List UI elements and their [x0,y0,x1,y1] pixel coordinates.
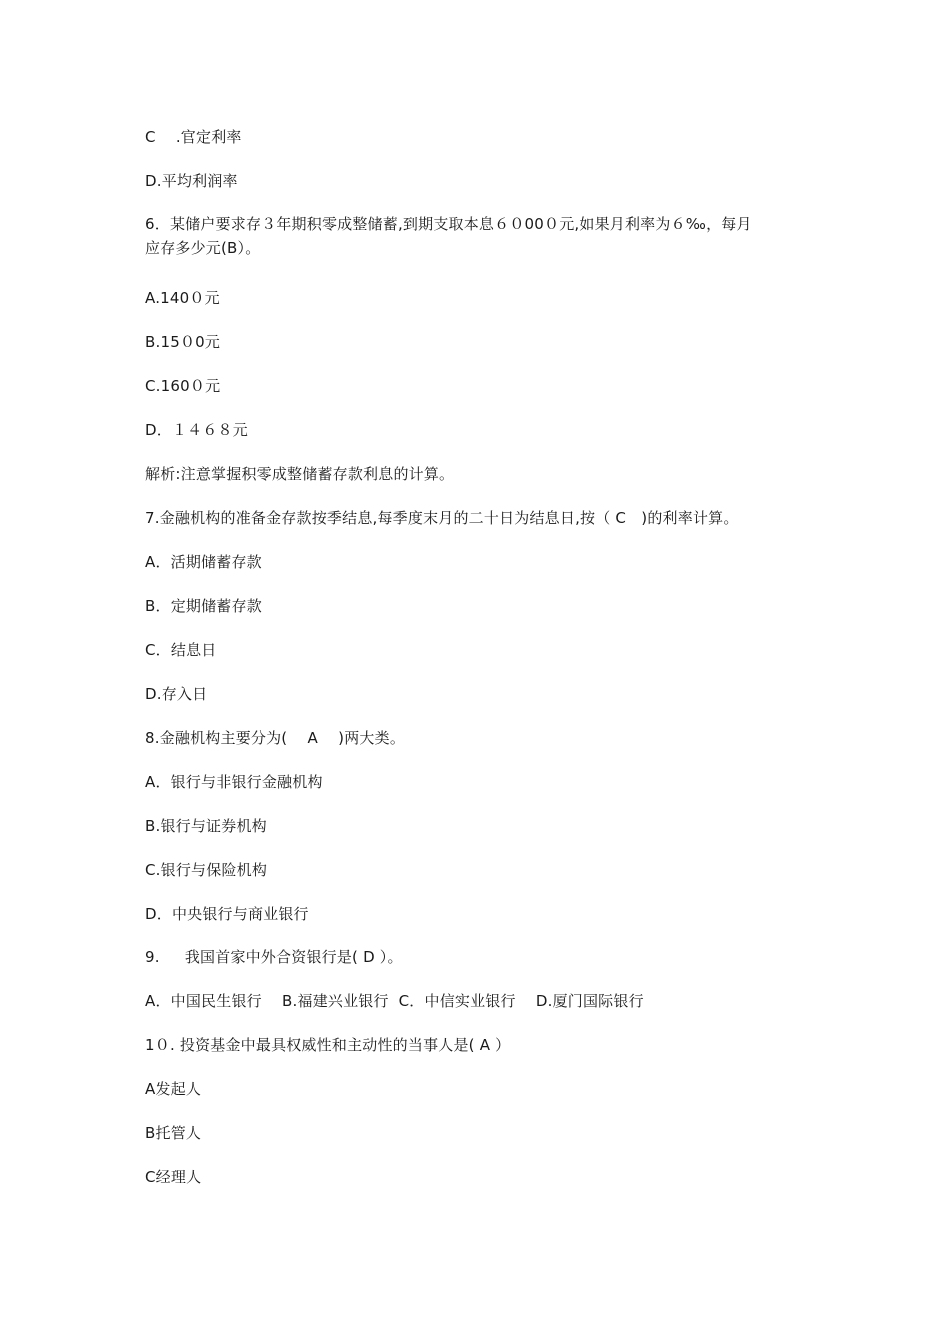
q10-option-a: A发起人 [145,1080,202,1098]
q6-option-d: D．１４６８元 [145,421,248,439]
option-c-official-rate: C .官定利率 [145,128,242,146]
q6-explanation: 解析:注意掌握积零成整储蓄存款利息的计算。 [145,465,455,483]
q8-option-b: B.银行与证券机构 [145,817,267,835]
q7-option-d: D.存入日 [145,685,208,703]
q7-option-a: A．活期储蓄存款 [145,553,262,571]
question-6-line-2: 应存多少元(B）。 [145,239,261,257]
question-6-line-1: 6．某储户要求存３年期积零成整储蓄,到期支取本息６０00０元,如果月利率为６‰，每月 [145,215,752,233]
q6-option-c: C.160０元 [145,377,221,395]
q6-option-a: A.140０元 [145,289,220,307]
q8-option-a: A．银行与非银行金融机构 [145,773,323,791]
option-d-average-profit-rate: D.平均利润率 [145,172,238,190]
question-7: 7.金融机构的准备金存款按季结息,每季度末月的二十日为结息日,按（ C )的利率计算。 [145,509,739,527]
q7-option-b: B．定期储蓄存款 [145,597,262,615]
q8-option-d: D．中央银行与商业银行 [145,905,309,923]
question-6 [145,212,825,260]
q6-option-b: B.15０0元 [145,333,221,351]
question-8: 8.金融机构主要分为( A )两大类。 [145,729,406,747]
question-10: 1０. 投资基金中最具权威性和主动性的当事人是( A ） [145,1036,511,1054]
q10-option-c: C经理人 [145,1168,202,1186]
q10-option-b: B托管人 [145,1124,202,1142]
q7-option-c: C．结息日 [145,641,217,659]
question-9: 9. 我国首家中外合资银行是( D ）。 [145,948,403,966]
q9-options: A．中国民生银行 B.福建兴业银行 C．中信实业银行 D.厦门国际银行 [145,992,644,1010]
q8-option-c: C.银行与保险机构 [145,861,268,879]
